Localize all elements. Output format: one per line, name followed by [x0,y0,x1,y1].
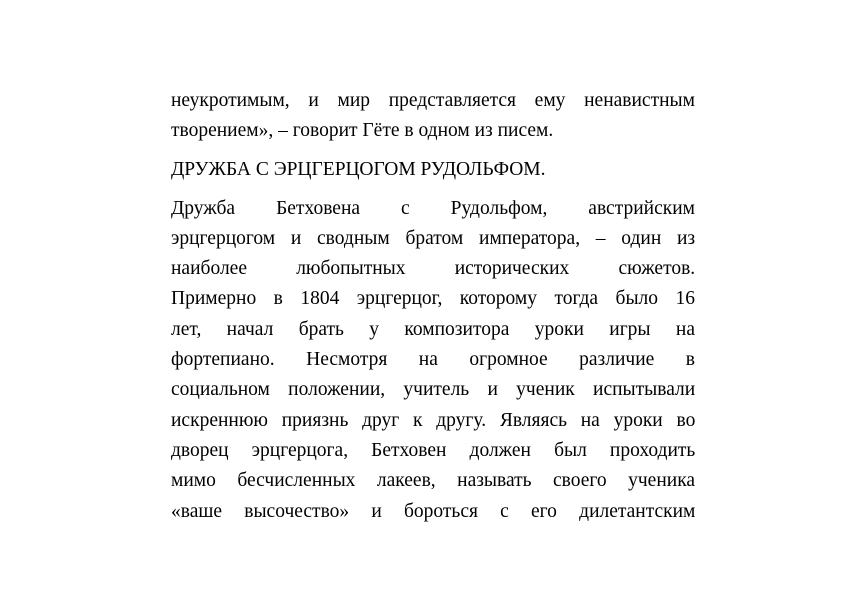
text-line: дворец эрцгерцога, Бетховен должен был проходить [171,439,696,461]
paragraph-archduke-friendship [171,194,695,527]
text-line: искреннюю приязнь друг к другу. Являясь на уроки во [171,409,696,431]
text-line: неукротимым, и мир представляется ему ненавистным [171,90,695,111]
text-line: Дружба Бетховена с Рудольфом, австрийским [171,197,695,219]
section-heading: ДРУЖБА С ЭРЦГЕРЦОГОМ РУДОЛЬФОМ. [171,158,546,180]
text-line: лет, начал брать у композитора уроки игры на [171,318,695,340]
text-line: фортепиано. Несмотря на огромное различие в [171,349,695,371]
text-line: Примерно в 1804 эрцгерцог, которому тогда было 16 [171,288,695,310]
text-line: эрцгерцогом и сводным братом императора, – один из [171,227,696,249]
text-line: творением», – говорит Гёте в одном из писем. [171,120,554,142]
text-line: наиболее любопытных исторических сюжетов. [171,258,696,280]
text-line: «ваше высочество» и бороться с его дилетантским [171,500,696,522]
text-line: социальном положении, учитель и ученик испытывали [171,379,696,401]
document-body [171,86,695,527]
text-line: мимо бесчисленных лакеев, называть своего ученика [171,470,696,492]
paragraph-goethe-quote [171,86,695,147]
